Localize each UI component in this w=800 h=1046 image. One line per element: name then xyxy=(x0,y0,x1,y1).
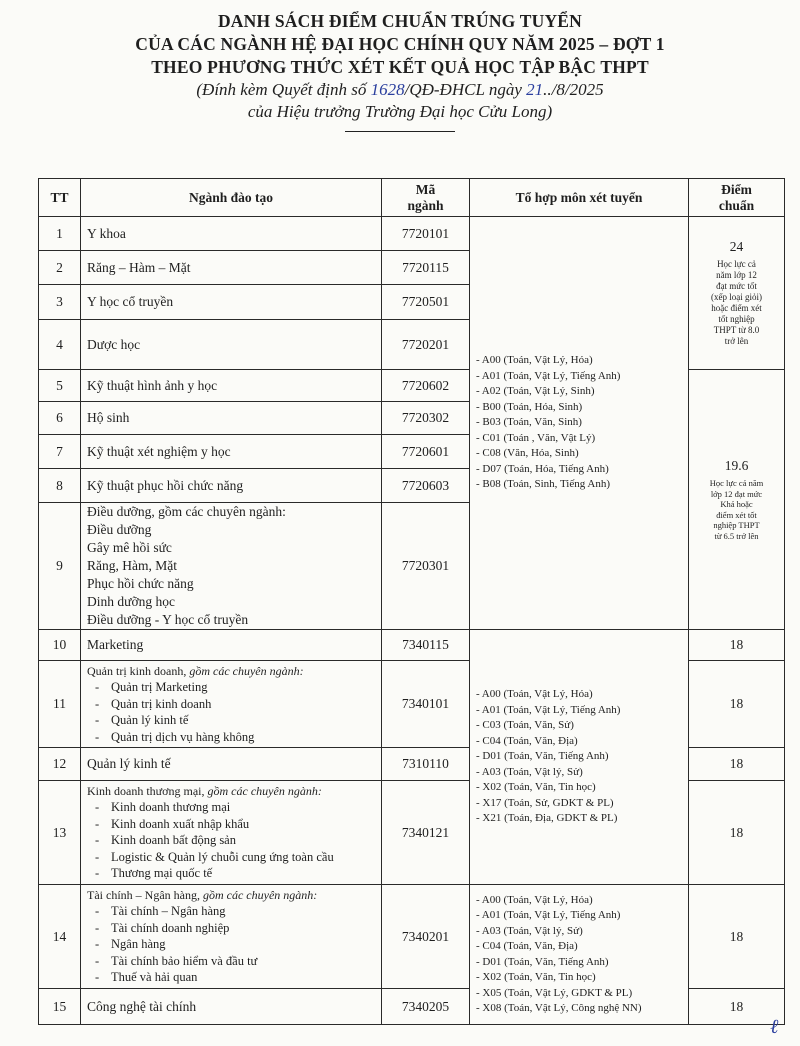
row-major-finance: Tài chính – Ngân hàng, gồm các chuyên ngành: - Tài chính – Ngân hàng - Tài chính doanh nghiệp - Ngân hàng - Tài chính bảo hiểm và đầu tư - Thuế và hải quan xyxy=(81,885,382,989)
row-tt: 2 xyxy=(39,251,81,285)
row-code: 7720115 xyxy=(382,251,470,285)
row-major: Kỹ thuật phục hồi chức năng xyxy=(81,469,382,503)
row-score: 18 xyxy=(689,989,785,1025)
row-major: Dược học xyxy=(81,320,382,370)
row-tt: 9 xyxy=(39,503,81,630)
decision-prefix: (Đính kèm Quyết định số xyxy=(196,80,371,99)
score-note: Học lực cả năm lớp 12 đạt mức Khá hoặc điểm xét tốt nghiệp THPT từ 6.5 trở lên xyxy=(709,478,764,541)
row-major: Kỹ thuật hình ảnh y học xyxy=(81,370,382,402)
row-tt: 5 xyxy=(39,370,81,402)
score-note: Học lực cả năm lớp 12 đạt mức tốt (xếp loại giỏi) hoặc điểm xét tốt nghiệp THPT từ 8.0 trở lên xyxy=(711,259,762,346)
title-line-1: DANH SÁCH ĐIỂM CHUẨN TRÚNG TUYỂN xyxy=(217,11,583,31)
row-tt: 8 xyxy=(39,469,81,503)
table-row xyxy=(39,217,785,251)
col-header-score: Điểm chuẩn xyxy=(689,179,785,217)
document-header xyxy=(0,0,800,132)
row-major-business-admin: Quản trị kinh doanh, gồm các chuyên ngành: - Quản trị Marketing - Quản trị kinh doanh - Quản lý kinh tế - Quản trị dịch vụ hàng không xyxy=(81,661,382,748)
row-code: 7720601 xyxy=(382,435,470,469)
table-row xyxy=(39,885,785,989)
row-major: Răng – Hàm – Mặt xyxy=(81,251,382,285)
combo-cell-finance xyxy=(470,885,689,1025)
row-tt: 4 xyxy=(39,320,81,370)
decision-number: 1628 xyxy=(370,80,405,99)
row-tt: 14 xyxy=(39,885,81,989)
row-code: 7720602 xyxy=(382,370,470,402)
row-tt: 15 xyxy=(39,989,81,1025)
row-tt: 1 xyxy=(39,217,81,251)
row-score: 18 xyxy=(689,885,785,989)
decision-day: 21 xyxy=(526,80,544,99)
score-value: 24 xyxy=(729,239,744,254)
row-code: 7340101 xyxy=(382,661,470,748)
score-group-nursing xyxy=(689,370,785,630)
row-score: 18 xyxy=(689,661,785,748)
row-code: 7340201 xyxy=(382,885,470,989)
header-divider xyxy=(345,131,455,132)
row-tt: 13 xyxy=(39,781,81,885)
row-tt: 10 xyxy=(39,630,81,661)
title-line-2: CỦA CÁC NGÀNH HỆ ĐẠI HỌC CHÍNH QUY NĂM 2025 – ĐỢT 1 xyxy=(135,34,665,54)
combo-list-finance: - A00 (Toán, Vật Lý, Hóa) - A01 (Toán, Vật Lý, Tiếng Anh) - A03 (Toán, Vật lý, Sử) - C04 (Toán, Văn, Địa) - D01 (Toán, Văn, Tiếng Anh) - X02 (Toán, Văn, Tin học) - X05 (Toán, Vật Lý, GDKT & PL) - X08 (Toán, Vật Lý, Công nghệ NN) xyxy=(476,893,642,1014)
combo-list-health: - A00 (Toán, Vật Lý, Hóa) - A01 (Toán, Vật Lý, Tiếng Anh) - A02 (Toán, Vật Lý, Sinh) - B00 (Toán, Hóa, Sinh) - B03 (Toán, Văn, Sinh) - C01 (Toán , Văn, Vật Lý) - C08 (Văn, Hóa, Sinh) - D07 (Toán, Hóa, Tiếng Anh) - B08 (Toán, Sinh, Tiếng Anh) xyxy=(476,354,621,491)
row-code: 7340205 xyxy=(382,989,470,1025)
row-tt: 7 xyxy=(39,435,81,469)
row-code: 7310110 xyxy=(382,748,470,781)
admission-score-table xyxy=(38,178,785,1025)
row-major-nursing: Điều dưỡng, gồm các chuyên ngành: Điều dưỡng Gây mê hồi sức Răng, Hàm, Mặt Phục hồi chức năng Dinh dưỡng học Điều dưỡng - Y học cổ truyền xyxy=(81,503,382,630)
row-major: Hộ sinh xyxy=(81,402,382,435)
row-major-trade: Kinh doanh thương mại, gồm các chuyên ngành: - Kinh doanh thương mại - Kinh doanh xuất nhập khẩu - Kinh doanh bất động sản - Logistic & Quản lý chuỗi cung ứng toàn cầu - Thương mại quốc tế xyxy=(81,781,382,885)
row-code: 7340121 xyxy=(382,781,470,885)
table-header-row xyxy=(39,179,785,217)
row-major: Công nghệ tài chính xyxy=(81,989,382,1025)
handwritten-initial-mark: ℓ xyxy=(770,1016,779,1038)
row-score: 18 xyxy=(689,748,785,781)
row-score: 18 xyxy=(689,781,785,885)
decision-mid: /QĐ-ĐHCL ngày xyxy=(404,80,527,99)
row-code: 7720302 xyxy=(382,402,470,435)
col-header-code: Mã ngành xyxy=(382,179,470,217)
score-group-medical xyxy=(689,217,785,370)
combo-cell-business xyxy=(470,630,689,885)
col-header-tt: TT xyxy=(39,179,81,217)
row-tt: 3 xyxy=(39,285,81,320)
row-score: 18 xyxy=(689,630,785,661)
row-code: 7720201 xyxy=(382,320,470,370)
table-row xyxy=(39,630,785,661)
decision-reference xyxy=(0,79,800,101)
row-major: Kỹ thuật xét nghiệm y học xyxy=(81,435,382,469)
combo-cell-health xyxy=(470,217,689,630)
decision-suffix: ../8/2025 xyxy=(543,80,604,99)
title-line-3: THEO PHƯƠNG THỨC XÉT KẾT QUẢ HỌC TẬP BẬC THPT xyxy=(151,57,649,77)
row-major: Y khoa xyxy=(81,217,382,251)
row-major: Y học cổ truyền xyxy=(81,285,382,320)
col-header-major: Ngành đào tạo xyxy=(81,179,382,217)
row-major: Quản lý kinh tế xyxy=(81,748,382,781)
score-value: 19.6 xyxy=(724,458,749,473)
row-major: Marketing xyxy=(81,630,382,661)
row-code: 7720603 xyxy=(382,469,470,503)
row-tt: 11 xyxy=(39,661,81,748)
row-tt: 6 xyxy=(39,402,81,435)
combo-list-business: - A00 (Toán, Vật Lý, Hóa) - A01 (Toán, Vật Lý, Tiếng Anh) - C03 (Toán, Văn, Sử) - C04 (Toán, Văn, Địa) - D01 (Toán, Văn, Tiếng Anh) - A03 (Toán, Vật lý, Sử) - X02 (Toán, Văn, Tin học) - X17 (Toán, Sử, GDKT & PL) - X21 (Toán, Địa, GDKT & PL) xyxy=(476,688,621,825)
row-code: 7720301 xyxy=(382,503,470,630)
issuer-line: của Hiệu trưởng Trường Đại học Cửu Long) xyxy=(247,102,553,121)
row-tt: 12 xyxy=(39,748,81,781)
row-code: 7720501 xyxy=(382,285,470,320)
col-header-combo: Tổ hợp môn xét tuyển xyxy=(470,179,689,217)
row-code: 7720101 xyxy=(382,217,470,251)
row-code: 7340115 xyxy=(382,630,470,661)
